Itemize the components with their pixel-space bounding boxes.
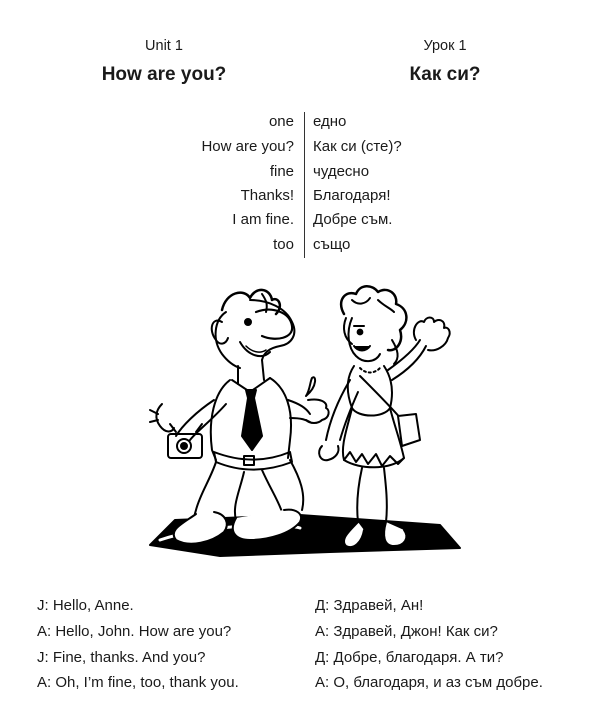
dialogue-line-bg-3: Д: Добре, благодаря. А ти?	[315, 649, 504, 666]
vocab-bg-5: Добре съм.	[313, 211, 393, 228]
man-figure	[150, 290, 329, 544]
dialogue-line-bg-2: А: Здравей, Джон! Как си?	[315, 623, 498, 640]
vocab-en-1: one	[268, 113, 294, 130]
unit-label-en: Unit 1	[145, 38, 183, 54]
dialogue-line-bg-4: А: О, благодаря, и аз съм добре.	[315, 674, 543, 691]
page-title-en: How are you?	[101, 64, 227, 85]
page-title-bg: Как си?	[409, 64, 481, 85]
vocab-bg-4: Благодаря!	[313, 187, 391, 204]
vocab-en-4: Thanks!	[240, 187, 294, 204]
vocab-bg-1: едно	[313, 113, 347, 130]
vocab-en-5: I am fine.	[232, 211, 294, 228]
unit-label-bg: Урок 1	[423, 38, 467, 54]
dialogue-line-bg-1: Д: Здравей, Ан!	[315, 597, 424, 614]
vocab-bg-3: чудесно	[313, 163, 370, 180]
vocab-bg-6: също	[313, 236, 351, 253]
dialogue-line-en-4: A: Oh, I’m fine, too, thank you.	[37, 674, 239, 691]
dialogue-line-en-1: J: Hello, Anne.	[37, 597, 134, 614]
vocab-en-2: How are you?	[201, 138, 294, 155]
vocab-en-6: too	[273, 236, 294, 253]
vocab-en-3: fine	[269, 163, 294, 180]
vocab-bg-2: Как си (сте)?	[313, 138, 402, 155]
dialogue-line-en-2: A: Hello, John. How are you?	[37, 623, 232, 640]
woman-figure	[319, 286, 450, 547]
dialogue-line-en-3: J: Fine, thanks. And you?	[37, 649, 206, 666]
